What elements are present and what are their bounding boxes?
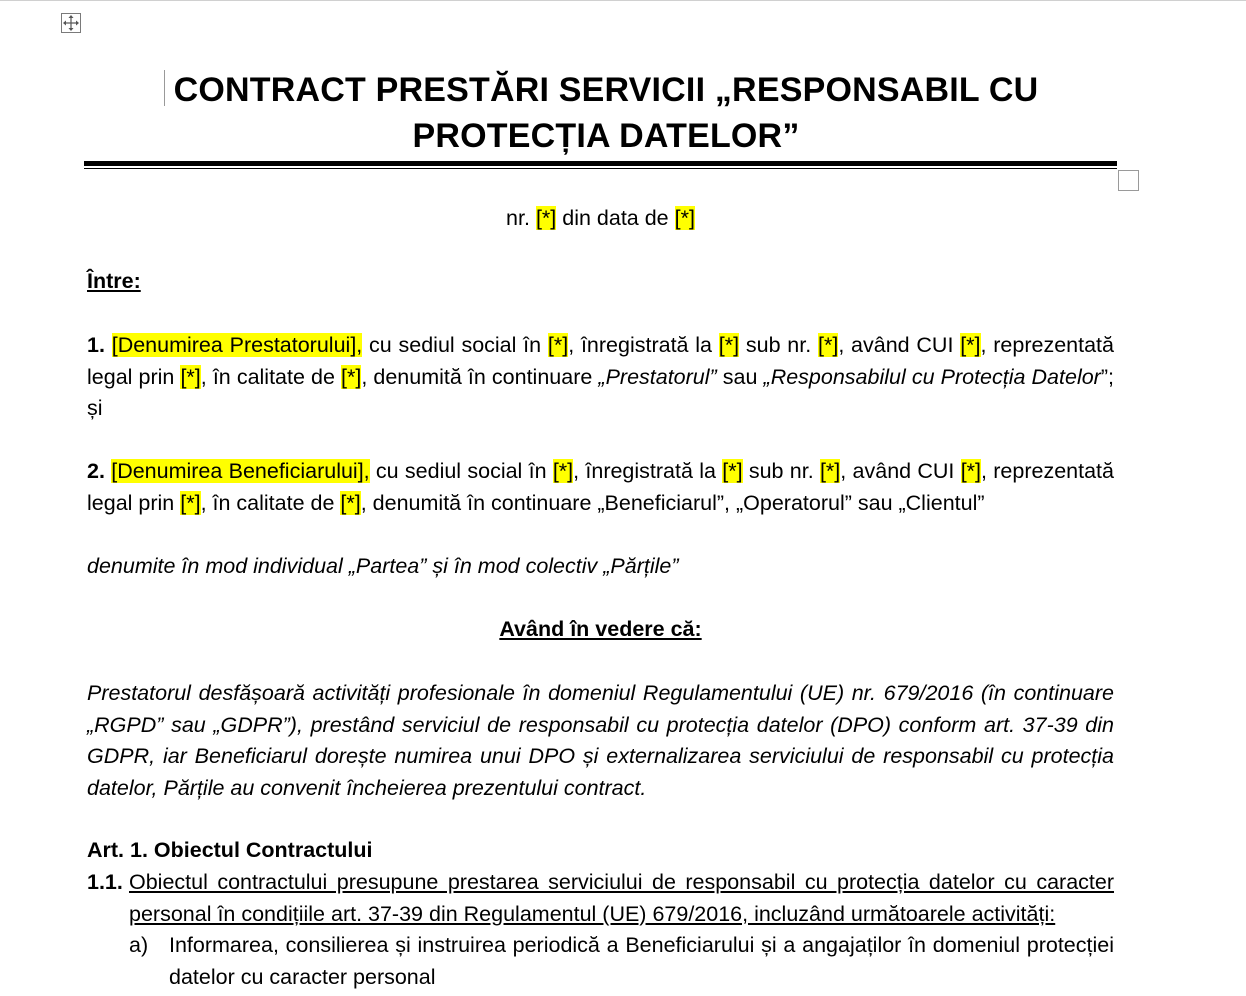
- party-2-number: 2.: [87, 459, 105, 483]
- placeholder: [*]: [341, 364, 362, 389]
- placeholder: [*]: [817, 333, 839, 357]
- title-rule-thin: [84, 168, 1117, 169]
- party-2-paragraph: 2. [Denumirea Beneficiarului], cu sediul social în [*], înregistrată la [*] sub nr. [*], având CUI [*], reprezentată legal prin [*], în calitate de [*], denumită în continuare „Beneficiarul”, „Operatorul” sau „Clientul”: [87, 459, 1114, 515]
- subtitle-middle: din data de: [556, 206, 675, 230]
- parties-heading: Între:: [87, 269, 141, 293]
- party-1-name-placeholder: [Denumirea Prestatorului],: [111, 333, 363, 357]
- placeholder-date: [*]: [674, 206, 695, 230]
- preamble-paragraph: Prestatorul desfășoară activități profesionale în domeniul Regulamentului (UE) nr. 679/2016 (în continuare „RGPD” sau „GDPR”), prestând serviciul de responsabil cu protecția datelor (DPO) conform art. 37-39 din GDPR, iar Beneficiarul dorește numirea unui DPO și externalizarea serviciului de responsabil cu protecția datelor, Părțile au convenit încheierea prezentului contract.: [87, 681, 1114, 800]
- table-move-handle[interactable]: [61, 13, 81, 33]
- clause-1-1-text: Obiectul contractului presupune prestarea serviciului de responsabil cu protecția datelor cu caracter personal în condițiile art. 37-39 din Regulamentul (UE) 679/2016, incluzând următoarele activități:: [129, 870, 1114, 926]
- placeholder: [*]: [180, 364, 201, 389]
- title-line-2: PROTECȚIA DATELOR”: [412, 117, 800, 155]
- party-2-name-placeholder: [Denumirea Beneficiarului],: [111, 459, 370, 483]
- title-line-1: CONTRACT PRESTĂRI SERVICII „RESPONSABIL CU: [173, 71, 1039, 109]
- subtitle-prefix: nr.: [506, 206, 536, 230]
- clause-1-1-number: 1.1.: [87, 870, 123, 894]
- placeholder: [*]: [819, 459, 841, 483]
- placeholder-number: [*]: [535, 206, 557, 230]
- top-border: [0, 0, 1246, 1]
- party-1-number: 1.: [87, 333, 105, 357]
- placeholder: [*]: [180, 490, 201, 515]
- table-resize-handle[interactable]: [1118, 170, 1139, 191]
- placeholder: [*]: [547, 333, 569, 357]
- contract-number-line: [87, 203, 1114, 235]
- placeholder: [*]: [960, 459, 982, 483]
- party-1-paragraph: 1. [Denumirea Prestatorului], cu sediul social în [*], înregistrată la [*] sub nr. [*], având CUI [*], reprezentată legal prin [*], în calitate de [*], denumită în continuare „Prestatorul” sau „Responsabilul cu Protecția Datelor”; și: [87, 333, 1114, 420]
- placeholder: [*]: [722, 459, 743, 483]
- article-1-heading: Art. 1. Obiectul Contractului: [87, 838, 373, 862]
- list-item-a-text: Informarea, consilierea și instruirea periodică a Beneficiarului și a angajaților în domeniul protecției datelor cu caracter personal: [169, 933, 1114, 989]
- parties-definition: denumite în mod individual „Partea” și în mod colectiv „Părțile”: [87, 554, 679, 578]
- whereas-heading: Având în vedere că:: [499, 617, 702, 641]
- list-item-a-label: a): [129, 933, 149, 957]
- title-rule-thick: [84, 161, 1117, 166]
- placeholder: [*]: [960, 333, 981, 357]
- placeholder: [*]: [552, 459, 574, 483]
- placeholder: [*]: [718, 333, 740, 357]
- move-icon: [62, 14, 80, 32]
- document-title: [84, 67, 1128, 159]
- placeholder: [*]: [340, 490, 361, 515]
